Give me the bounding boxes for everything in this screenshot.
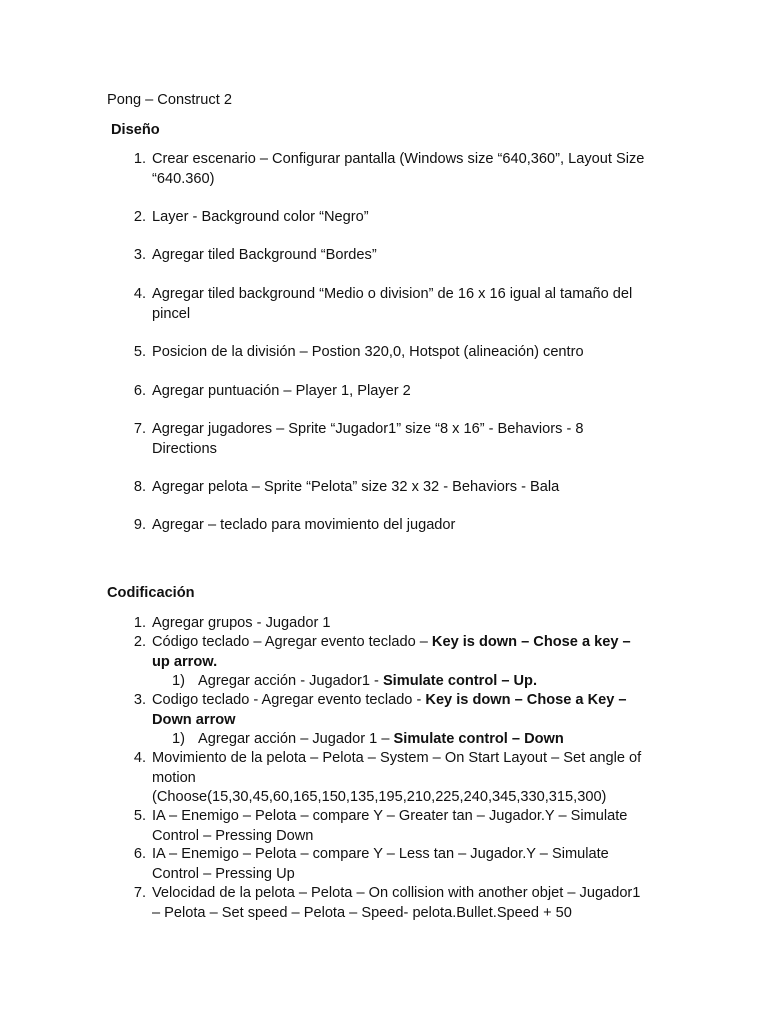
item-text: Agregar grupos - Jugador 1 bbox=[152, 615, 331, 631]
sub-item-number: 1) bbox=[172, 673, 185, 689]
item-text: Movimiento de la pelota – Pelota – System – On Start Layout – Set angle of motion (Choose(15,30,45,60,165,150,135,195,210,225,240,345,330,315,300) bbox=[152, 750, 642, 805]
item-number: 2. bbox=[133, 209, 146, 225]
item-number: 9. bbox=[133, 517, 146, 533]
item-number: 3. bbox=[133, 247, 146, 263]
codificacion-heading: Codificación bbox=[107, 585, 195, 601]
item-text: Agregar jugadores – Sprite “Jugador1” size “8 x 16” - Behaviors - 8 Directions bbox=[152, 421, 584, 457]
document-title: Pong – Construct 2 bbox=[107, 92, 232, 108]
item-text: Código teclado – Agregar evento teclado – Key is down – Chose a key – up arrow. bbox=[152, 634, 631, 670]
item-text: Codigo teclado - Agregar evento teclado - Key is down – Chose a Key – Down arrow bbox=[152, 692, 627, 728]
item-number: 7. bbox=[133, 421, 146, 437]
item-number: 5. bbox=[133, 344, 146, 360]
item-text: IA – Enemigo – Pelota – compare Y – Greater tan – Jugador.Y – Simulate Control – Pressing Down bbox=[152, 808, 628, 844]
item-text: Agregar pelota – Sprite “Pelota” size 32 x 32 - Behaviors - Bala bbox=[152, 479, 560, 495]
sub-item-number: 1) bbox=[172, 731, 185, 747]
item-number: 4. bbox=[133, 286, 146, 302]
item-number: 7. bbox=[133, 885, 146, 901]
item-text: Agregar – teclado para movimiento del jugador bbox=[152, 517, 456, 533]
diseno-heading: Diseño bbox=[111, 122, 160, 138]
item-text: Crear escenario – Configurar pantalla (Windows size “640,360”, Layout Size “640.360) bbox=[152, 151, 645, 187]
item-number: 3. bbox=[133, 692, 146, 708]
item-text: IA – Enemigo – Pelota – compare Y – Less tan – Jugador.Y – Simulate Control – Pressing Up bbox=[152, 846, 609, 882]
item-number: 8. bbox=[133, 479, 146, 495]
item-number: 6. bbox=[133, 846, 146, 862]
item-number: 6. bbox=[133, 383, 146, 399]
item-number: 2. bbox=[133, 634, 146, 650]
item-text: Posicion de la división – Postion 320,0, Hotspot (alineación) centro bbox=[152, 344, 584, 360]
sub-item-text: Agregar acción - Jugador1 - Simulate control – Up. bbox=[198, 673, 538, 689]
item-number: 1. bbox=[133, 615, 146, 631]
sub-item-text: Agregar acción – Jugador 1 – Simulate control – Down bbox=[198, 731, 564, 747]
item-number: 5. bbox=[133, 808, 146, 824]
item-text: Agregar tiled background “Medio o division” de 16 x 16 igual al tamaño del pincel bbox=[152, 286, 633, 322]
item-text: Layer - Background color “Negro” bbox=[152, 209, 369, 225]
item-text: Velocidad de la pelota – Pelota – On collision with another objet – Jugador1 – Pelota – Set speed – Pelota – Speed- pelota.Bullet.Speed + 50 bbox=[152, 885, 641, 921]
item-number: 1. bbox=[133, 151, 146, 167]
item-number: 4. bbox=[133, 750, 146, 766]
item-text: Agregar puntuación – Player 1, Player 2 bbox=[152, 383, 411, 399]
item-text: Agregar tiled Background “Bordes” bbox=[152, 247, 377, 263]
